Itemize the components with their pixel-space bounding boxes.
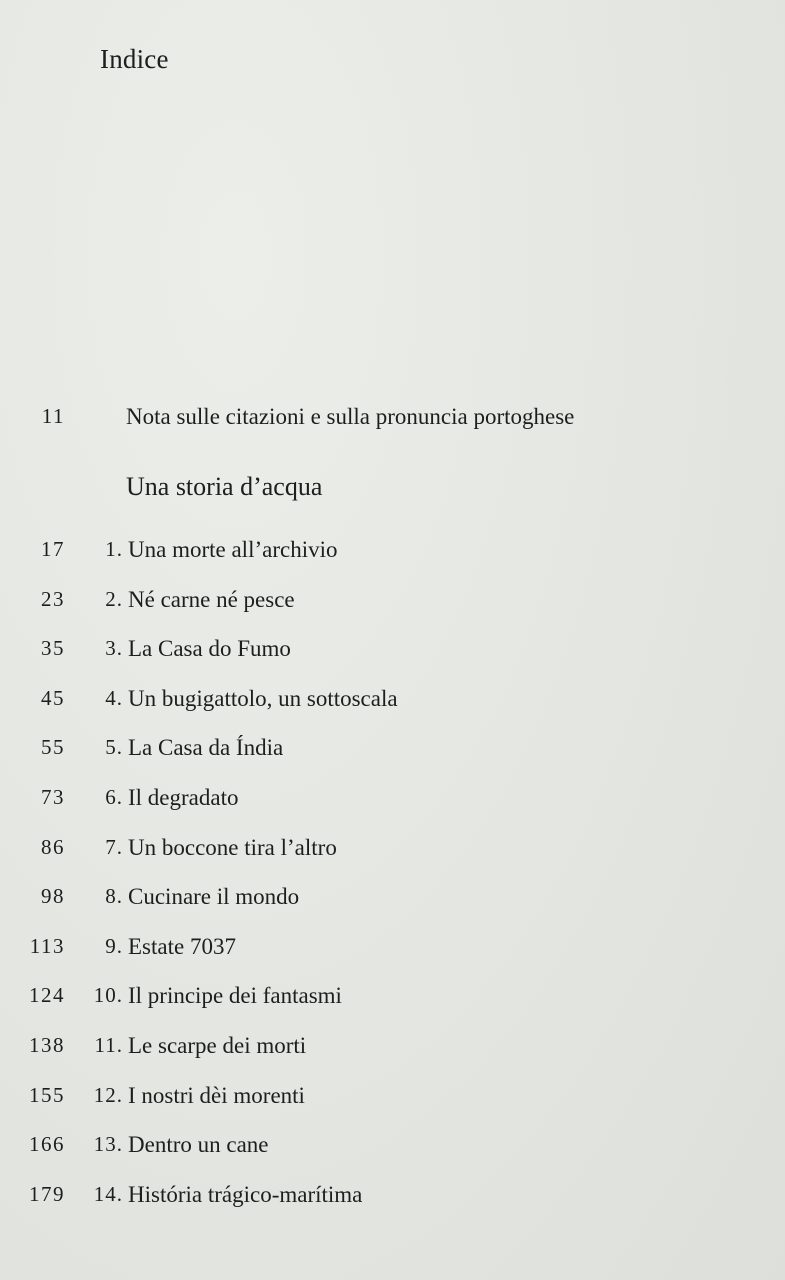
toc-page-number: 35 [41,636,65,660]
toc-chapter-title: Estate 7037 [128,934,236,959]
toc-page-number: 124 [29,983,65,1007]
toc-entry [0,735,785,769]
toc-entry-note [0,404,785,438]
toc-chapter-number: 10. [93,983,123,1007]
toc-entry [0,636,785,670]
page-title: Indice [100,44,169,74]
toc-entry [0,1132,785,1166]
toc-chapter-title: I nostri dèi morenti [128,1083,305,1108]
toc-chapter-title: História trágico-marítima [128,1182,363,1207]
toc-page-number: 166 [29,1132,65,1156]
toc-chapter-number: 11. [94,1033,123,1057]
toc-chapter-title: Cucinare il mondo [128,884,300,909]
toc-page-number: 98 [41,884,65,908]
toc-chapter-title: La Casa da Índia [128,735,284,760]
toc-entry [0,983,785,1017]
toc-chapter-title: Un boccone tira l’altro [128,835,337,860]
toc-chapter-number: 5. [105,735,123,759]
toc-entry [0,537,785,571]
toc-chapter-number: 12. [93,1083,123,1107]
toc-entry [0,785,785,819]
toc-page-number: 179 [29,1182,65,1206]
toc-entry [0,686,785,720]
toc-entry [0,934,785,968]
toc-page-number: 138 [29,1033,65,1057]
toc-chapter-number: 9. [105,934,123,958]
toc-page-number: 73 [41,785,65,809]
toc-page-number: 55 [41,735,65,759]
toc-entry [0,1033,785,1067]
section-heading: Una storia d’acqua [126,472,323,501]
toc-chapter-number: 13. [93,1132,123,1156]
toc-page-number: 113 [29,934,65,958]
toc-chapter-title: Il degradato [128,785,239,810]
toc-page-number: 11 [41,404,65,428]
toc-chapter-number: 14. [93,1182,123,1206]
toc-chapter-title: Né carne né pesce [128,587,295,612]
toc-entry [0,884,785,918]
toc-page-number: 86 [41,835,65,859]
toc-page-number: 23 [41,587,65,611]
toc-chapter-number: 8. [105,884,123,908]
toc-chapter-title: La Casa do Fumo [128,636,291,661]
toc-entry [0,835,785,869]
toc-entry [0,587,785,621]
toc-chapter-number: 7. [105,835,123,859]
toc-chapter-number: 3. [105,636,123,660]
toc-entry-title: Nota sulle citazioni e sulla pronuncia portoghese [126,404,575,429]
toc-entry [0,1083,785,1117]
toc-chapter-number: 4. [105,686,123,710]
toc-chapter-number: 1. [105,537,123,561]
toc-chapter-title: Le scarpe dei morti [128,1033,307,1058]
toc-page-number: 17 [41,537,65,561]
toc-page-number: 155 [29,1083,65,1107]
toc-chapter-title: Un bugigattolo, un sottoscala [128,686,398,711]
toc-chapter-number: 2. [105,587,123,611]
toc-chapter-title: Dentro un cane [128,1132,269,1157]
toc-chapter-title: Il principe dei fantasmi [128,983,342,1008]
toc-chapter-title: Una morte all’archivio [128,537,338,562]
toc-chapter-number: 6. [105,785,123,809]
toc-entry [0,1182,785,1216]
toc-page-number: 45 [41,686,65,710]
